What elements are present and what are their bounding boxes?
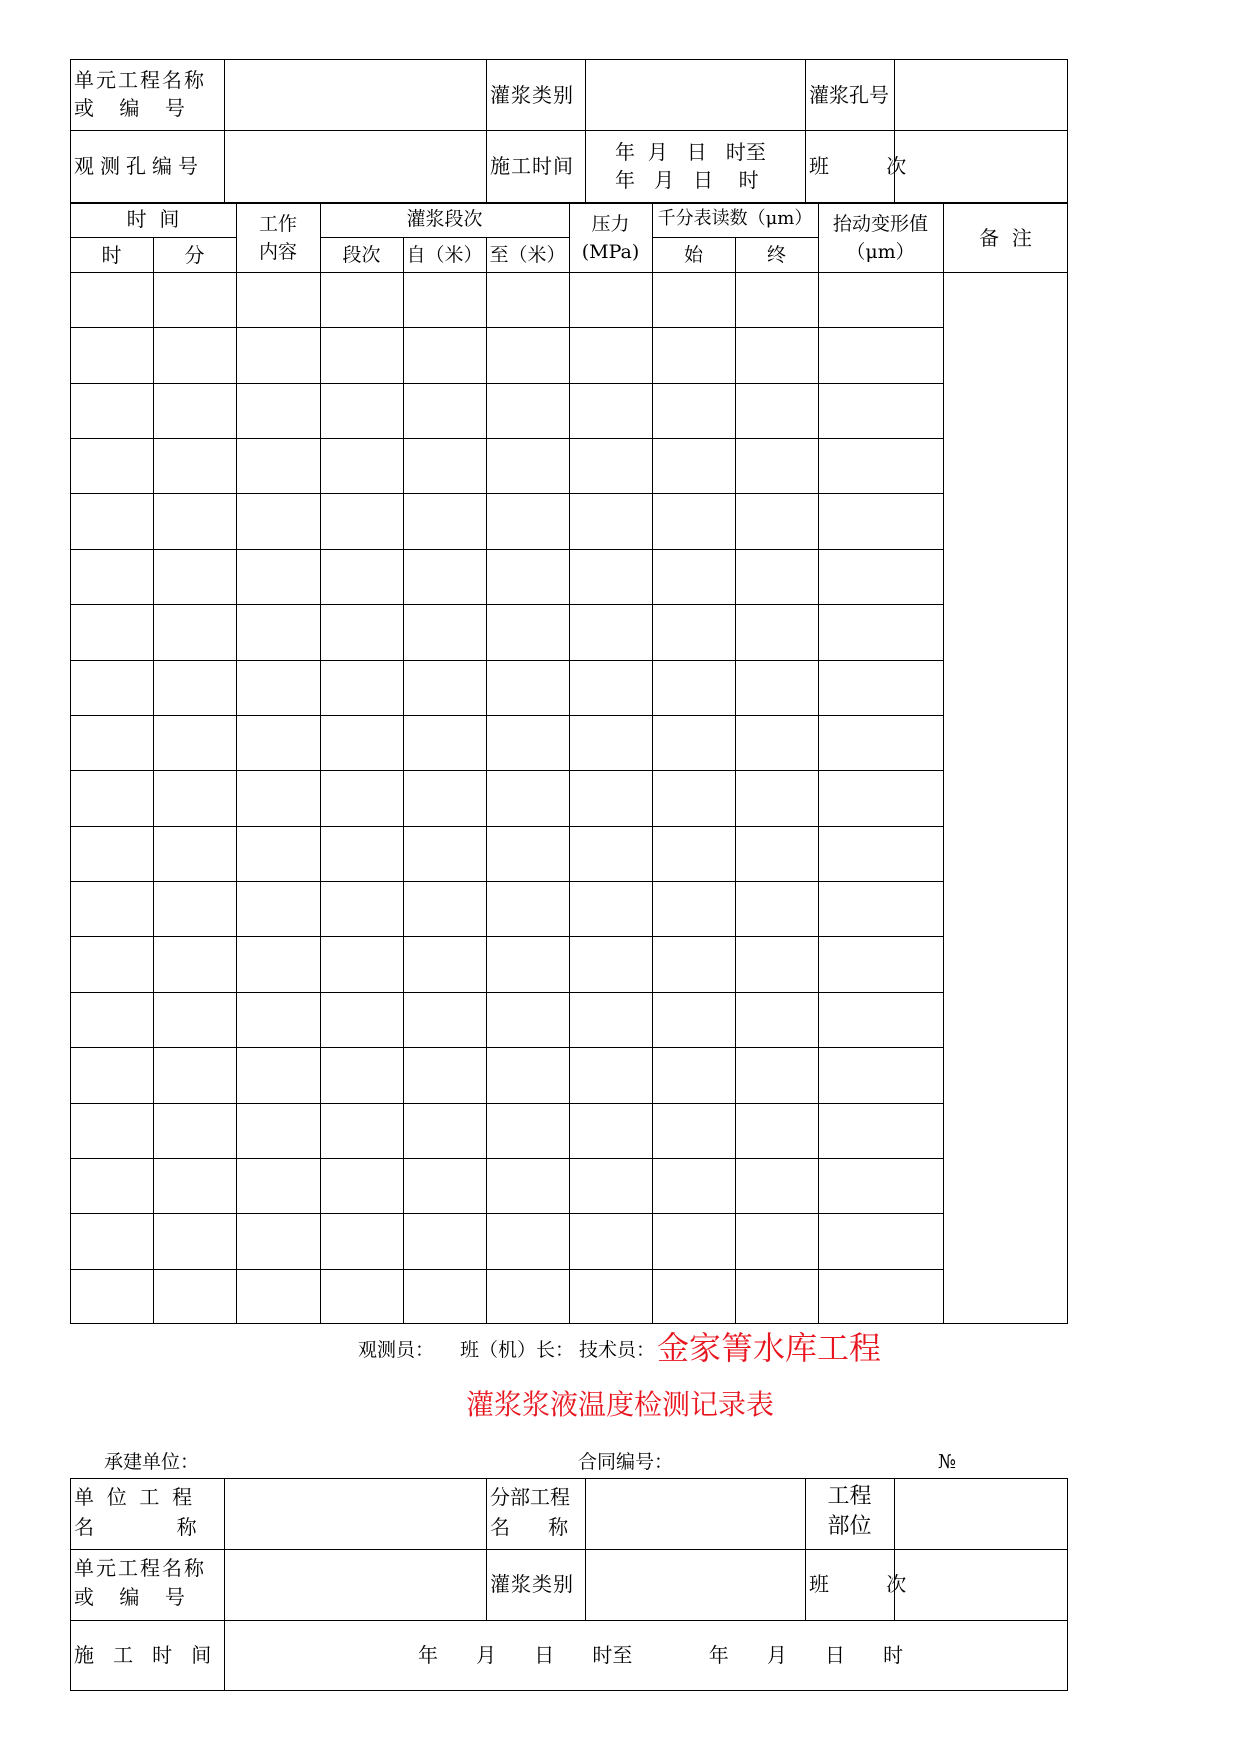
unit-name-value[interactable]	[228, 62, 482, 126]
table-row-line	[70, 604, 943, 605]
table-column-line	[153, 237, 154, 1324]
unit-project-value[interactable]	[228, 1481, 482, 1545]
divider	[70, 1549, 1068, 1550]
header-work: 工作	[258, 213, 297, 235]
table-column-line	[652, 203, 653, 1324]
grout-type-label: 灌浆类别	[490, 83, 574, 107]
element-value[interactable]	[228, 1552, 482, 1616]
table-row-line	[70, 1047, 943, 1048]
table-column-line	[403, 237, 404, 1324]
table-row-line	[70, 770, 943, 771]
header-from: 自（米）	[406, 244, 483, 266]
divider	[894, 1478, 895, 1620]
table-row-line	[70, 438, 943, 439]
divider	[486, 59, 487, 203]
header-dial-group: 千分表读数（μm）	[657, 208, 813, 229]
header-work-line2: 内容	[258, 241, 297, 263]
grout-hole-label: 灌浆孔号	[809, 83, 889, 107]
grout-type-value[interactable]	[590, 62, 800, 126]
header-remarks: 备 注	[979, 226, 1032, 250]
table-row-line	[70, 715, 943, 716]
obs-hole-value[interactable]	[228, 134, 482, 198]
shift-leader-label: 班（机）长：	[460, 1339, 575, 1361]
table-row-line	[70, 1103, 943, 1104]
header-end: 终	[766, 244, 786, 266]
header-time: 时 间	[126, 207, 180, 231]
observer-label: 观测员：	[358, 1339, 435, 1361]
divider	[585, 59, 586, 203]
time-range-line2: 年 月 日 时	[615, 168, 759, 192]
unit-project-label: 单 位 工 程	[74, 1485, 193, 1509]
divider	[805, 59, 806, 203]
project-name: 金家箐水库工程	[657, 1329, 882, 1367]
time-range-line1: 年 月 日 时至	[615, 140, 766, 164]
project-part-label-line2: 部位	[827, 1514, 872, 1539]
shift-value[interactable]	[898, 134, 1064, 198]
header-section-group: 灌浆段次	[406, 208, 483, 230]
subpart-value[interactable]	[590, 1481, 800, 1545]
project-part-value[interactable]	[898, 1481, 1064, 1545]
table-column-line	[320, 203, 321, 1324]
subpart-label-line2: 名 称	[490, 1515, 569, 1539]
header-lift: 抬动变形值	[832, 213, 928, 235]
table-row-line	[70, 1158, 943, 1159]
header-to: 至（米）	[489, 244, 566, 266]
table-column-line	[486, 237, 487, 1324]
construction-time-label: 施 工 时 间	[74, 1643, 212, 1667]
divider	[224, 1478, 225, 1691]
shift-value[interactable]	[898, 1552, 1064, 1616]
header-lift-unit: （μm）	[846, 241, 915, 263]
divider	[894, 59, 895, 203]
header-pressure: 压力	[591, 213, 630, 235]
unit-project-label-line2: 名 称	[74, 1515, 197, 1539]
construction-time-range[interactable]: 年 月 日 时至 年 月 日 时	[418, 1643, 904, 1667]
unit-name-label-line2: 或 编 号	[74, 96, 185, 120]
form-title: 灌浆浆液温度检测记录表	[465, 1388, 774, 1421]
table-column-line	[569, 203, 570, 1324]
table-row-line	[70, 1269, 943, 1270]
subpart-label: 分部工程	[490, 1485, 570, 1509]
header-hour: 时	[101, 243, 122, 267]
technician-label: 技术员：	[579, 1339, 656, 1361]
element-label-line2: 或 编 号	[74, 1585, 185, 1609]
header-start: 始	[683, 244, 703, 266]
header-section: 段次	[342, 244, 381, 266]
divider	[70, 1620, 1068, 1621]
table-row-line	[70, 549, 943, 550]
header-pressure-unit: (MPa)	[581, 241, 640, 263]
table-row-line	[70, 660, 943, 661]
table-row-line	[70, 992, 943, 993]
divider	[320, 237, 569, 238]
grout-hole-value[interactable]	[898, 62, 1064, 126]
divider	[486, 1478, 487, 1620]
table-row-line	[70, 826, 943, 827]
divider	[224, 59, 225, 203]
shift-label: 班 次	[809, 1572, 907, 1596]
divider	[585, 1478, 586, 1620]
table-row-line	[70, 327, 943, 328]
contractor-label: 承建单位：	[104, 1451, 200, 1473]
unit-name-label: 单元工程名称	[74, 68, 206, 92]
project-part-label: 工程	[827, 1484, 872, 1509]
table-column-line	[818, 203, 819, 1324]
element-label: 单元工程名称	[74, 1556, 206, 1580]
table-row-line	[70, 881, 943, 882]
divider	[70, 130, 1068, 131]
grout-type-label: 灌浆类别	[490, 1572, 574, 1596]
contract-no-label: 合同编号：	[578, 1451, 674, 1473]
header-minute: 分	[184, 243, 205, 267]
table-row-line	[70, 383, 943, 384]
table-column-line	[236, 203, 237, 1324]
table-column-line	[943, 203, 944, 1324]
table-row-line	[70, 493, 943, 494]
const-time-label: 施工时间	[490, 154, 574, 178]
serial-no-label: №	[938, 1451, 956, 1473]
grout-type-value[interactable]	[590, 1552, 800, 1616]
table-row-line	[70, 936, 943, 937]
shift-label: 班 次	[809, 154, 907, 178]
table-column-line	[735, 237, 736, 1324]
table-row-line	[70, 1213, 943, 1214]
obs-hole-label: 观测孔编号	[74, 154, 204, 178]
